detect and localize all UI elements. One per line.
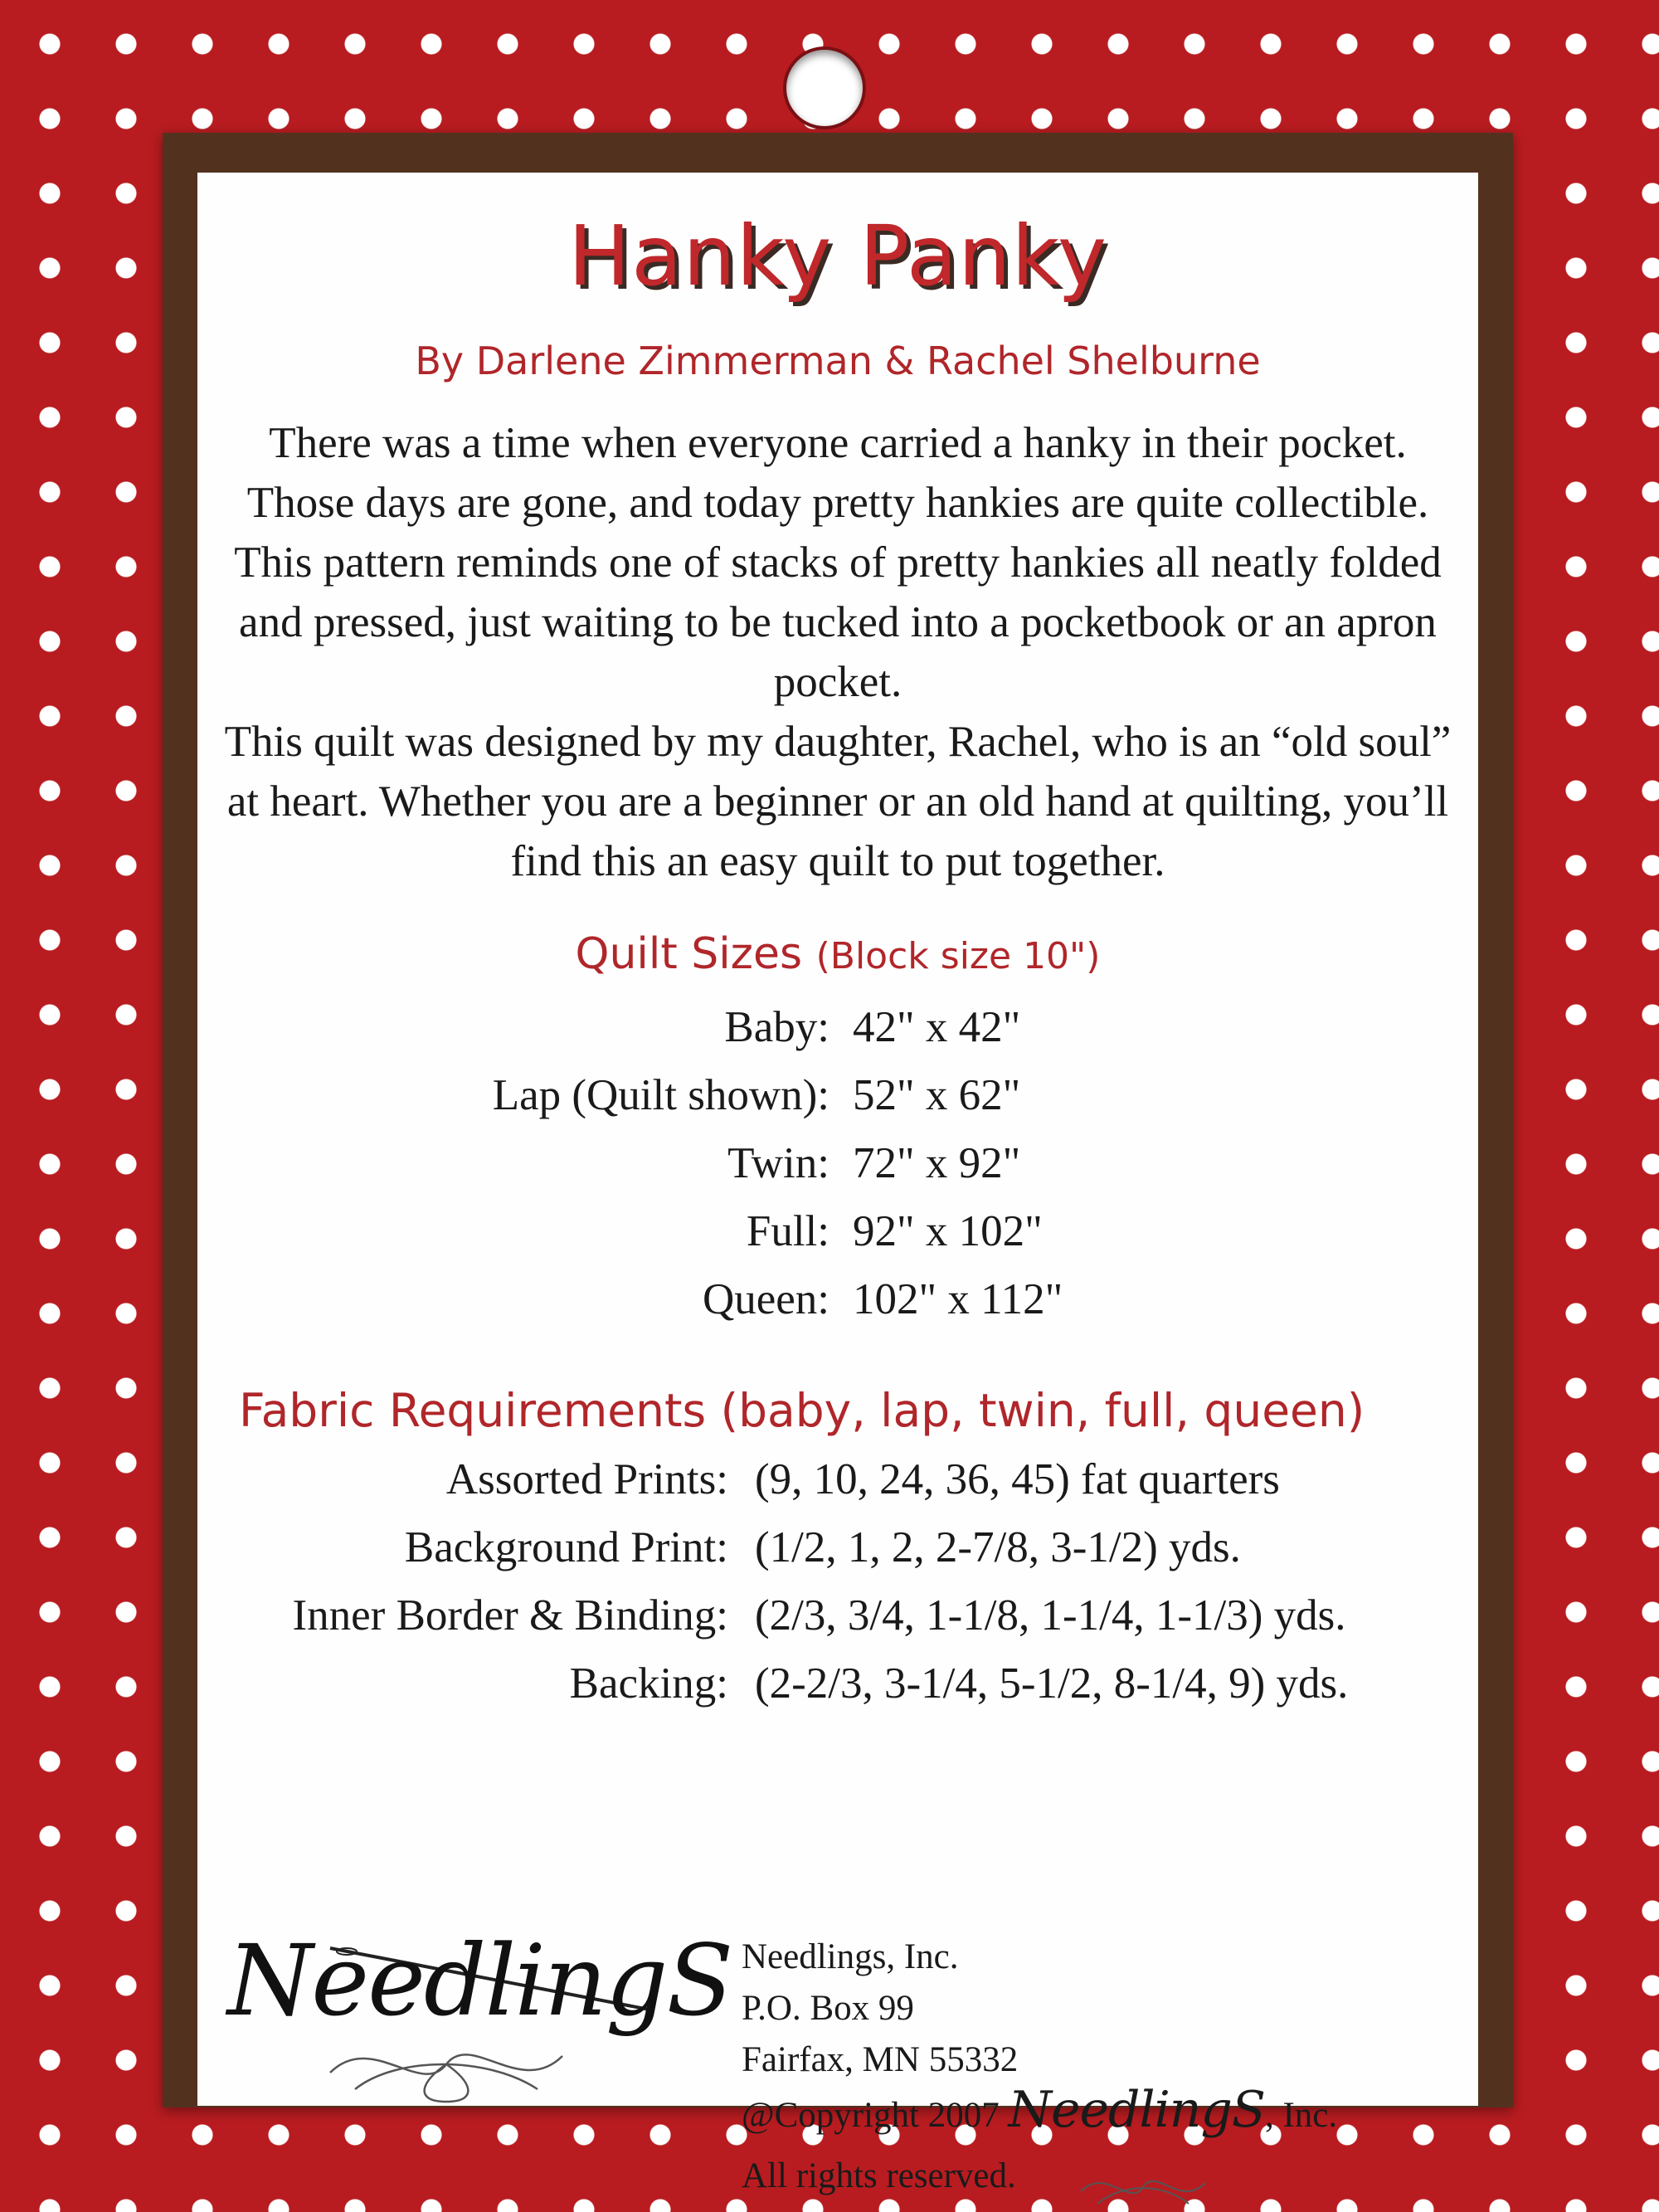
hang-hole xyxy=(786,50,863,126)
intro-paragraph-2: This quilt was designed by my daughter, Rachel, who is an “old soul” at heart. Whether you are a beginner or an old hand at quilting, you’ll find this an easy quilt to put together. xyxy=(224,718,1452,885)
size-value: 92" x 102" xyxy=(853,1207,1043,1255)
quilt-sizes-heading xyxy=(197,929,1478,979)
fabric-label: Background Print: xyxy=(404,1523,728,1571)
size-row xyxy=(197,1002,1478,1070)
address-line: Needlings, Inc. xyxy=(742,1937,959,1976)
address-line: P.O. Box 99 xyxy=(742,1989,914,2028)
pattern-title: Hanky Panky xyxy=(567,207,1108,305)
size-row xyxy=(197,1274,1478,1342)
quilt-sizes-title: Quilt Sizes xyxy=(575,929,803,979)
thread-swirl-icon xyxy=(322,2023,571,2106)
fabric-row xyxy=(197,1659,1478,1727)
fabric-value: (1/2, 1, 2, 2-7/8, 3-1/2) yds. xyxy=(755,1523,1241,1571)
quilt-sizes-list xyxy=(197,1002,1478,1342)
size-label: Twin: xyxy=(727,1139,830,1187)
pattern-card xyxy=(197,173,1478,2195)
intro-paragraph-1: There was a time when everyone carried a hanky in their pocket. Those days are gone, and today pretty hankies are quite collectible. This pattern reminds one of stacks of pretty hankies all neatly folded and pressed, just waiting to be tucked into a pocketbook or an apron pocket. xyxy=(234,419,1442,706)
size-value: 42" x 42" xyxy=(853,1003,1021,1051)
fabric-label: Backing: xyxy=(569,1659,728,1708)
fabric-row xyxy=(197,1454,1478,1523)
needlings-logo xyxy=(222,1923,732,2106)
small-swirl-icon xyxy=(1077,2162,1209,2212)
author-byline: By Darlene Zimmerman & Rachel Shelburne xyxy=(415,339,1261,383)
size-row xyxy=(197,1138,1478,1206)
fabric-value: (2/3, 3/4, 1-1/8, 1-1/4, 1-1/3) yds. xyxy=(755,1591,1346,1640)
fabric-row xyxy=(197,1523,1478,1591)
size-label: Lap (Quilt shown): xyxy=(492,1071,830,1119)
copyright-suffix: , Inc. xyxy=(1264,2096,1338,2135)
fabric-value: (9, 10, 24, 36, 45) fat quarters xyxy=(755,1455,1280,1503)
fabric-requirements-heading: Fabric Requirements (baby, lap, twin, full, queen) xyxy=(239,1384,1365,1437)
fabric-label: Assorted Prints: xyxy=(445,1455,728,1503)
publisher-address xyxy=(742,1932,1018,2086)
size-label: Queen: xyxy=(702,1275,830,1323)
size-label: Baby: xyxy=(724,1003,830,1051)
size-value: 52" x 62" xyxy=(853,1071,1021,1119)
size-row xyxy=(197,1070,1478,1138)
size-row xyxy=(197,1206,1478,1274)
fabric-row xyxy=(197,1591,1478,1659)
size-value: 102" x 112" xyxy=(853,1275,1063,1323)
size-label: Full: xyxy=(746,1207,830,1255)
intro-text xyxy=(214,413,1462,891)
address-line: Fairfax, MN 55332 xyxy=(742,2040,1019,2079)
logo-wordmark: NeedlingS xyxy=(227,1923,732,2038)
fabric-label: Inner Border & Binding: xyxy=(292,1591,728,1640)
copyright-brand: NeedlingS xyxy=(1008,2081,1265,2139)
fabric-requirements-list xyxy=(197,1454,1478,1727)
block-size-note: (Block size 10") xyxy=(815,935,1101,977)
fabric-value: (2-2/3, 3-1/4, 5-1/2, 8-1/4, 9) yds. xyxy=(755,1659,1349,1708)
copyright-line xyxy=(742,2081,1472,2139)
copyright-prefix: @Copyright 2007 xyxy=(742,2096,1000,2135)
rights-reserved: All rights reserved. xyxy=(742,2156,1016,2195)
size-value: 72" x 92" xyxy=(853,1139,1021,1187)
